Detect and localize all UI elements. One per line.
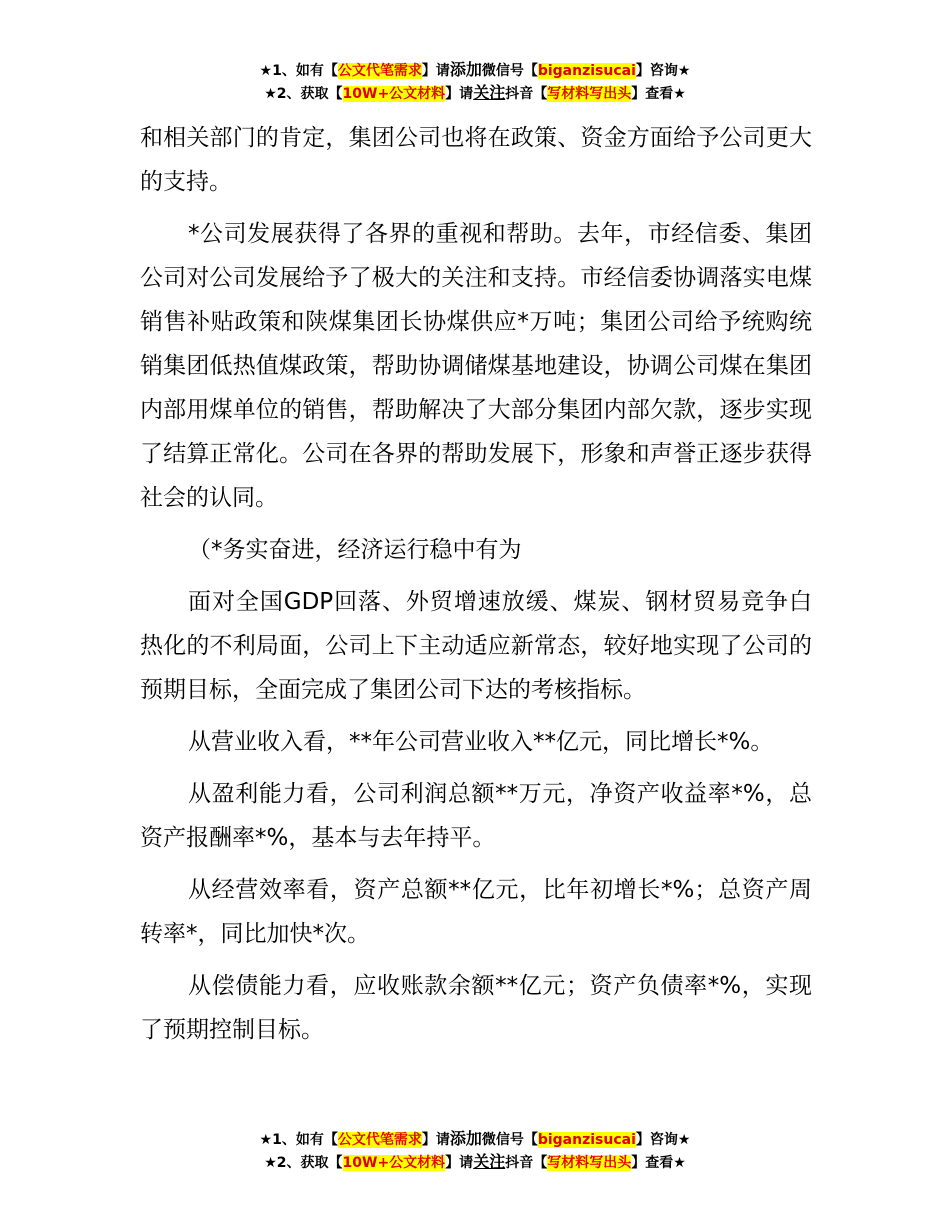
footer-banner xyxy=(0,1128,950,1174)
paragraph-overview: 面对全国GDP回落、外贸增速放缓、煤炭、钢材贸易竞争白热化的不利局面，公司上下主动适应新常态，较好地实现了公司的预期目标，全面完成了集团公司下达的考核指标。 xyxy=(140,589,812,703)
highlight-wechat-id: biganzisucai xyxy=(537,63,636,79)
banner-text: ★1、如有【 xyxy=(259,1132,338,1148)
banner-text: 】请 xyxy=(445,86,474,102)
highlight-douyin-account: 写材料写出头 xyxy=(547,1155,632,1171)
paragraph-solvency: 从偿债能力看，应收账款余额**亿元；资产负债率*%，实现了预期控制目标。 xyxy=(140,973,812,1043)
banner-line-2 xyxy=(0,1151,950,1174)
section-heading: （*务实奋进，经济运行稳中有为 xyxy=(188,537,522,563)
banner-emphasis: 添加 xyxy=(449,1129,482,1148)
banner-text: 微信号【 xyxy=(481,1132,538,1148)
banner-text: 】请 xyxy=(445,1155,474,1171)
banner-text: 】咨询★ xyxy=(635,1132,691,1148)
document-body xyxy=(140,116,812,1060)
banner-text: 抖音【 xyxy=(505,86,548,102)
header-banner xyxy=(0,59,950,105)
highlight-service: 公文代笔需求 xyxy=(337,1132,422,1148)
banner-text: 】咨询★ xyxy=(635,63,691,79)
banner-text: 】查看★ xyxy=(631,86,686,102)
highlight-service: 公文代笔需求 xyxy=(337,63,422,79)
banner-text: ★1、如有【 xyxy=(259,63,338,79)
banner-text: 】查看★ xyxy=(631,1155,686,1171)
banner-line-2 xyxy=(0,82,950,105)
paragraph-revenue: 从营业收入看，**年公司营业收入**亿元，同比增长*%。 xyxy=(188,729,774,755)
banner-emphasis: 关注 xyxy=(473,1152,506,1171)
banner-text: ★2、获取【 xyxy=(264,86,343,102)
banner-line-1 xyxy=(0,1128,950,1151)
banner-emphasis: 关注 xyxy=(473,83,506,102)
highlight-wechat-id: biganzisucai xyxy=(537,1132,636,1148)
highlight-materials: 10W+公文材料 xyxy=(342,1155,446,1171)
banner-text: 】请 xyxy=(421,63,450,79)
paragraph-continuation: 和相关部门的肯定，集团公司也将在政策、资金方面给予公司更大的支持。 xyxy=(140,125,812,195)
banner-line-1 xyxy=(0,59,950,82)
paragraph-profitability: 从盈利能力看，公司利润总额**万元，净资产收益率*%，总资产报酬率*%，基本与去年持平。 xyxy=(140,781,812,851)
banner-text: ★2、获取【 xyxy=(264,1155,343,1171)
paragraph-efficiency: 从经营效率看，资产总额**亿元，比年初增长*%；总资产周转率*，同比加快*次。 xyxy=(140,877,812,947)
paragraph-support: *公司发展获得了各界的重视和帮助。去年，市经信委、集团公司对公司发展给予了极大的关注和支持。市经信委协调落实电煤销售补贴政策和陕煤集团长协煤供应*万吨；集团公司给予统购统销集团低热值煤政策，帮助协调储煤基地建设，协调公司煤在集团内部用煤单位的销售，帮助解决了大部分集团内部欠款，逐步实现了结算正常化。公司在各界的帮助发展下，形象和声誉正逐步获得社会的认同。 xyxy=(140,221,812,511)
banner-text: 】请 xyxy=(421,1132,450,1148)
highlight-materials: 10W+公文材料 xyxy=(342,86,446,102)
banner-emphasis: 添加 xyxy=(449,60,482,79)
banner-text: 微信号【 xyxy=(481,63,538,79)
highlight-douyin-account: 写材料写出头 xyxy=(547,86,632,102)
banner-text: 抖音【 xyxy=(505,1155,548,1171)
